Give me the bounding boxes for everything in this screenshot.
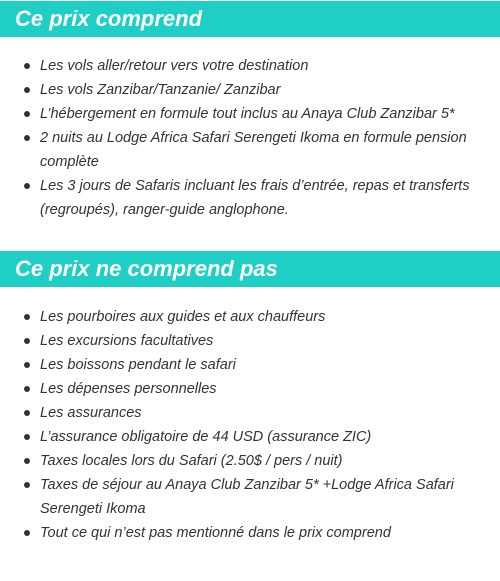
excluded-section-title: Ce prix ne comprend pas: [0, 251, 500, 287]
list-item: [40, 521, 500, 545]
list-item: [40, 329, 500, 353]
list-item: [40, 377, 500, 401]
bullet-icon: [24, 87, 30, 93]
included-section-title: Ce prix comprend: [0, 1, 500, 37]
bullet-icon: [24, 410, 30, 416]
list-item-text: Les vols aller/retour vers votre destination: [40, 58, 309, 74]
list-item: [40, 305, 500, 329]
list-item-text: 2 nuits au Lodge Africa Safari Serengeti Ikoma en formule pension complète: [40, 130, 467, 170]
bullet-icon: [24, 111, 30, 117]
bullet-icon: [24, 63, 30, 69]
bullet-icon: [24, 338, 30, 344]
bullet-icon: [24, 386, 30, 392]
list-item: [40, 425, 500, 449]
bullet-icon: [24, 314, 30, 320]
list-item-text: Les dépenses personnelles: [40, 381, 217, 397]
bullet-icon: [24, 362, 30, 368]
bullet-icon: [24, 434, 30, 440]
list-item-text: L’assurance obligatoire de 44 USD (assurance ZIC): [40, 429, 372, 445]
list-item-text: Les assurances: [40, 405, 142, 421]
list-item: [40, 401, 500, 425]
list-item-text: Les 3 jours de Safaris incluant les frais d’entrée, repas et transferts (regroupés), ranger-guide anglophone.: [40, 178, 470, 218]
list-item-text: Taxes de séjour au Anaya Club Zanzibar 5* +Lodge Africa Safari Serengeti Ikoma: [40, 477, 454, 517]
list-item: [40, 126, 500, 174]
list-item-text: Les vols Zanzibar/Tanzanie/ Zanzibar: [40, 82, 281, 98]
bullet-icon: [24, 183, 30, 189]
list-item-text: Taxes locales lors du Safari (2.50$ / pers / nuit): [40, 453, 343, 469]
excluded-items-list: [0, 287, 500, 545]
list-item-text: Tout ce qui n’est pas mentionné dans le prix comprend: [40, 525, 391, 541]
list-item-text: Les excursions facultatives: [40, 333, 214, 349]
list-item: [40, 473, 500, 521]
list-item: [40, 449, 500, 473]
list-item: [40, 353, 500, 377]
list-item: [40, 174, 500, 222]
bullet-icon: [24, 530, 30, 536]
bullet-icon: [24, 482, 30, 488]
list-item-text: L’hébergement en formule tout inclus au Anaya Club Zanzibar 5*: [40, 106, 455, 122]
bullet-icon: [24, 135, 30, 141]
list-item-text: Les pourboires aux guides et aux chauffeurs: [40, 309, 326, 325]
list-item: [40, 102, 500, 126]
list-item: [40, 54, 500, 78]
list-item: [40, 78, 500, 102]
list-item-text: Les boissons pendant le safari: [40, 357, 236, 373]
bullet-icon: [24, 458, 30, 464]
included-items-list: [0, 37, 500, 251]
